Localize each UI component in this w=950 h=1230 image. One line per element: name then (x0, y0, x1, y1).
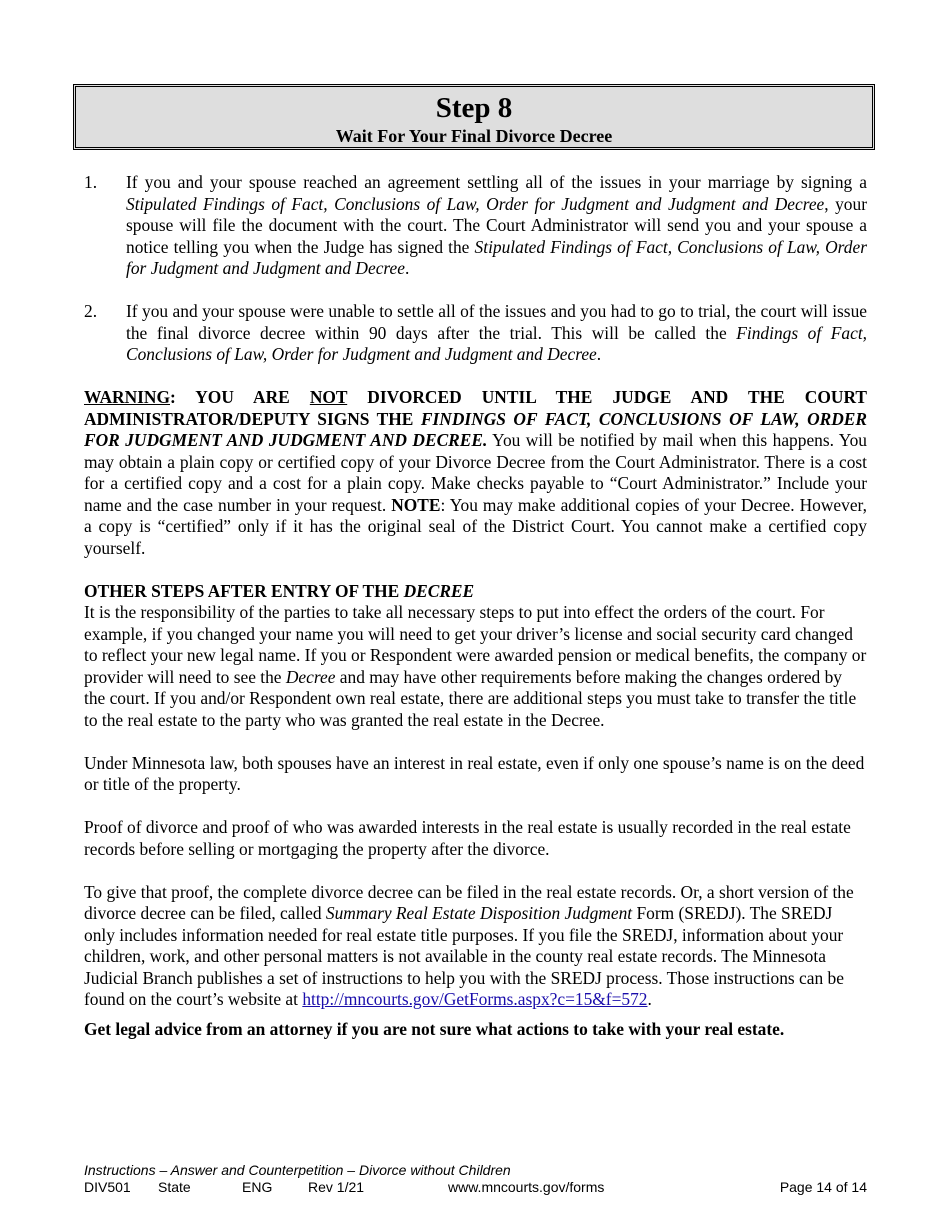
page-footer (84, 1162, 867, 1196)
step-header-box (73, 84, 875, 150)
paragraph-responsibility (84, 602, 867, 731)
list-item-text (126, 172, 867, 280)
italic-form-name: Summary Real Estate Disposition Judgment (325, 903, 633, 923)
list-item-number: 1. (84, 172, 98, 192)
text-run: If you and your spouse were unable to settle all of the issues and you had to go to trial, the court will issue the final divorce decree within 90 days after the trial. This will be called the (126, 301, 867, 343)
step-title: Step 8 (435, 92, 513, 124)
step-subtitle: Wait For Your Final Divorce Decree (335, 126, 613, 146)
italic-word: Decree (285, 666, 336, 687)
text-run: , your spouse will file the document with the court. The Court Administrator will send you and your spouse a notice telling you when the Judge has signed the (126, 193, 867, 257)
paragraph-minnesota-law: Under Minnesota law, both spouses have an interest in real estate, even if only one spouse’s name is on the deed or title of the property. (84, 752, 865, 794)
footer-info-line (84, 1179, 867, 1196)
footer-revision: Rev 1/21 (308, 1179, 365, 1195)
italic-document-title: Stipulated Findings of Fact, Conclusions of Law, Order for Judgment and Judgment and Decree (126, 193, 825, 214)
main-content (84, 172, 867, 1040)
text-run: : YOU ARE (170, 387, 310, 407)
note-label: NOTE (391, 494, 441, 515)
text-run: . (596, 344, 602, 364)
section-heading (84, 581, 867, 603)
bold-italic-document-title: FINDINGS OF FACT, CONCLUSIONS OF LAW, ORDER FOR JUDGMENT AND JUDGMENT AND DECREE. (84, 408, 867, 450)
sredj-instructions-link[interactable]: http://mncourts.gov/GetForms.aspx?c=15&f=572 (302, 989, 648, 1009)
paragraph-proof-of-divorce: Proof of divorce and proof of who was awarded interests in the real estate is usually recorded in the real estate records before selling or mortgaging the property after the divorce. (84, 817, 851, 859)
text-run: You will be notified by mail when this happens. You may obtain a plain copy or certified copy of your Divorce Decree from the Court Administrator. There is a cost for a certified copy and a cost for a plain copy. Make checks payable to “Court Administrator.” Include your name and the case number in your request. (84, 430, 868, 515)
legal-advice-notice: Get legal advice from an attorney if you are not sure what actions to take with your real estate. (84, 1018, 785, 1039)
paragraph-sredj (84, 882, 867, 1011)
footer-state: State (158, 1179, 191, 1195)
list-item-number: 2. (84, 301, 98, 321)
text-run: If you and your spouse reached an agreement settling all of the issues in your marriage by signing a (126, 172, 867, 192)
list-item-text (126, 301, 867, 366)
footer-language: ENG (242, 1179, 273, 1195)
text-run: and may have other requirements before making the changes ordered by the court. If you and/or Respondent own real estate, there are additional steps you must take to transfer the title to the real estate to the party who was granted the real estate in the Decree. (84, 666, 857, 730)
footer-page-number: Page 14 of 14 (779, 1179, 867, 1195)
list-item (84, 301, 867, 366)
text-run: OTHER STEPS AFTER ENTRY OF THE (84, 580, 404, 601)
italic-heading-word: DECREE (403, 580, 475, 601)
footer-website: www.mncourts.gov/forms (448, 1179, 605, 1195)
text-run: . (647, 989, 652, 1009)
warning-label: WARNING (84, 387, 170, 407)
footer-form-number: DIV501 (84, 1179, 131, 1195)
text-run: It is the responsibility of the parties to take all necessary steps to put into effect the orders of the court. For example, if you changed your name you will need to get your driver’s license and social security card changed to reflect your new legal name. If you or Respondent were awarded pension or medical benefits, the company or provider will need to see the (84, 602, 867, 687)
footer-document-title: Instructions – Answer and Counterpetition – Divorce without Children (84, 1162, 511, 1178)
text-run: Form (SREDJ). The SREDJ only includes information needed for real estate title purposes. If you file the SREDJ, information about your children, work, and other personal matters is not available in the county real estate records. The Minnesota Judicial Branch publishes a set of instructions to help you with the SREDJ process. Those instructions can be found on the court’s website at (84, 903, 844, 1009)
list-item (84, 172, 867, 280)
text-run: To give that proof, the complete divorce decree can be filed in the real estate records. Or, a short version of the divorce decree can be filed, called (84, 881, 854, 923)
text-run: DIVORCED UNTIL THE JUDGE AND THE COURT ADMINISTRATOR/DEPUTY SIGNS THE (84, 387, 867, 429)
italic-document-title: Stipulated Findings of Fact, Conclusions of Law, Order for Judgment and Judgment and Decree (126, 236, 867, 278)
warning-paragraph (84, 387, 867, 559)
text-run: . (404, 258, 410, 278)
text-run: : You may make additional copies of your Decree. However, a copy is “certified” only if it has the original seal of the District Court. You cannot make a certified copy yourself. (84, 494, 867, 558)
italic-document-title: Findings of Fact, Conclusions of Law, Order for Judgment and Judgment and Decree (126, 322, 867, 364)
not-emphasis: NOT (309, 387, 348, 407)
